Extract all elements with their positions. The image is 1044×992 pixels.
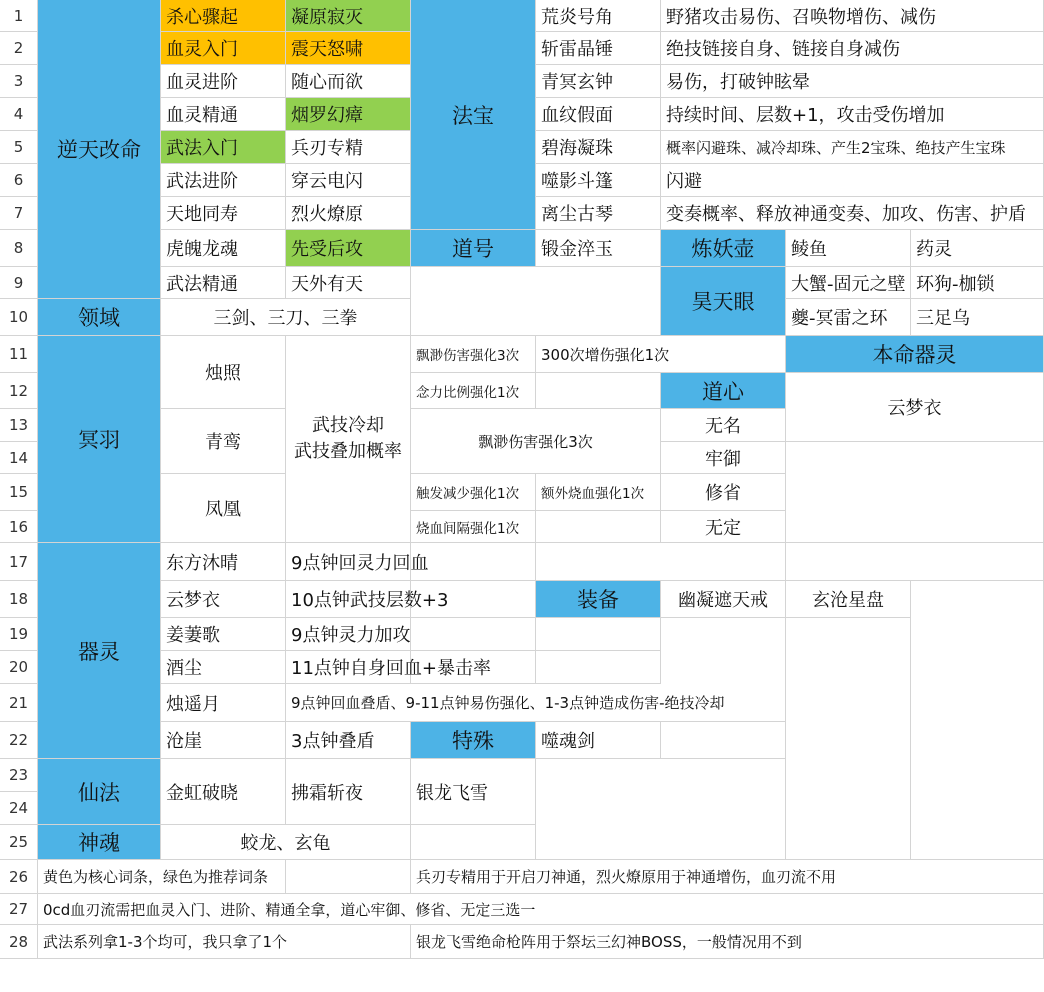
tianming-entry[interactable]: 虎魄龙魂: [161, 230, 286, 267]
section-shenhun-title[interactable]: 神魂: [38, 825, 161, 860]
lianyao-item[interactable]: 鲮鱼: [786, 230, 911, 267]
note-cell[interactable]: 黄色为核心词条，绿色为推荐词条: [38, 860, 286, 894]
empty-cell[interactable]: [536, 759, 786, 860]
qianghua-cell[interactable]: 飘渺伤害强化3次: [411, 409, 661, 474]
empty-cell[interactable]: [911, 581, 1044, 860]
xianfa-item[interactable]: 拂霜斩夜: [286, 759, 411, 825]
tianming-entry[interactable]: 随心而欲: [286, 65, 411, 98]
qiling-effect[interactable]: 9点钟回灵力回血: [286, 543, 411, 581]
fabao-effect[interactable]: 易伤，打破钟眩晕: [661, 65, 1044, 98]
fabao-effect[interactable]: 变奏概率、释放神通变奏、加攻、伤害、护盾: [661, 197, 1044, 230]
mingyu-bird[interactable]: 青鸾: [161, 409, 286, 474]
row-number[interactable]: 28: [0, 925, 38, 959]
row-number[interactable]: 7: [0, 197, 38, 230]
section-benming-title[interactable]: 本命器灵: [786, 336, 1044, 373]
section-teshu-title[interactable]: 特殊: [411, 722, 536, 759]
row-number[interactable]: 27: [0, 894, 38, 925]
row-number[interactable]: 19: [0, 618, 38, 651]
empty-cell[interactable]: [411, 618, 536, 651]
section-haotian-title[interactable]: 昊天眼: [661, 267, 786, 336]
empty-cell[interactable]: [286, 860, 411, 894]
haotian-item[interactable]: 三足乌: [911, 299, 1044, 336]
empty-cell[interactable]: [786, 442, 1044, 543]
mingyu-effect-line: 武技叠加概率: [294, 441, 402, 462]
qiling-name[interactable]: 沧崖: [161, 722, 286, 759]
row-number[interactable]: 22: [0, 722, 38, 759]
row-number[interactable]: 24: [0, 792, 38, 825]
empty-cell[interactable]: [786, 543, 1044, 581]
section-lingyu-title[interactable]: 领域: [38, 299, 161, 336]
tianming-entry[interactable]: 血灵入门: [161, 32, 286, 65]
qianghua-cell[interactable]: 300次增伤强化1次: [536, 336, 786, 373]
tianming-entry[interactable]: 烈火燎原: [286, 197, 411, 230]
empty-cell[interactable]: [536, 651, 661, 684]
empty-cell[interactable]: [411, 267, 661, 336]
fabao-name[interactable]: 荒炎号角: [536, 0, 661, 32]
empty-cell[interactable]: [786, 618, 911, 860]
tianming-entry[interactable]: 天地同寿: [161, 197, 286, 230]
fabao-name[interactable]: 噬影斗篷: [536, 164, 661, 197]
mingyu-effect-line: 武技冷却: [312, 415, 384, 436]
tianming-entry[interactable]: 烟罗幻瘴: [286, 98, 411, 131]
daoxin-item[interactable]: 牢御: [661, 442, 786, 474]
empty-cell[interactable]: [411, 825, 536, 860]
row-number[interactable]: 11: [0, 336, 38, 373]
section-mingyu-title[interactable]: 冥羽: [38, 336, 161, 543]
tianming-entry[interactable]: 凝原寂灭: [286, 0, 411, 32]
qiling-name[interactable]: 姜萋歌: [161, 618, 286, 651]
xianfa-item[interactable]: 银龙飞雪: [411, 759, 536, 825]
row-number[interactable]: 5: [0, 131, 38, 164]
shenhun-value[interactable]: 蛟龙、玄龟: [161, 825, 411, 860]
row-number[interactable]: 20: [0, 651, 38, 684]
qianghua-cell[interactable]: 念力比例强化1次: [411, 373, 536, 409]
row-number[interactable]: 2: [0, 32, 38, 65]
tianming-entry[interactable]: 穿云电闪: [286, 164, 411, 197]
section-fabao-title[interactable]: 法宝: [411, 0, 536, 230]
qiling-name[interactable]: 云梦衣: [161, 581, 286, 618]
daoxin-item[interactable]: 修省: [661, 474, 786, 511]
mingyu-bird[interactable]: 烛照: [161, 336, 286, 409]
fabao-name[interactable]: 离尘古琴: [536, 197, 661, 230]
empty-cell[interactable]: [411, 543, 536, 581]
empty-cell[interactable]: [536, 373, 661, 409]
qiling-name[interactable]: 酒尘: [161, 651, 286, 684]
row-number[interactable]: 23: [0, 759, 38, 792]
note-cell[interactable]: 0cd血刃流需把血灵入门、进阶、精通全拿，道心牢御、修省、无定三选一: [38, 894, 1044, 925]
fabao-effect[interactable]: 野猪攻击易伤、召唤物增伤、减伤: [661, 0, 1044, 32]
daoxin-item[interactable]: 无定: [661, 511, 786, 543]
tianming-entry[interactable]: 震天怒啸: [286, 32, 411, 65]
row-number[interactable]: 12: [0, 373, 38, 409]
lianyao-item[interactable]: 药灵: [911, 230, 1044, 267]
section-daohao-title[interactable]: 道号: [411, 230, 536, 267]
note-cell[interactable]: 兵刃专精用于开启刀神通，烈火燎原用于神通增伤，血刃流不用: [411, 860, 1044, 894]
daohao-value[interactable]: 锻金淬玉: [536, 230, 661, 267]
fabao-name[interactable]: 青冥玄钟: [536, 65, 661, 98]
lingyu-value[interactable]: 三剑、三刀、三拳: [161, 299, 411, 336]
fabao-name[interactable]: 斩雷晶锤: [536, 32, 661, 65]
haotian-item[interactable]: 夔-冥雷之环: [786, 299, 911, 336]
xianfa-item[interactable]: 金虹破晓: [161, 759, 286, 825]
row-number[interactable]: 10: [0, 299, 38, 336]
fabao-name[interactable]: 碧海凝珠: [536, 131, 661, 164]
haotian-item[interactable]: 环狗-枷锁: [911, 267, 1044, 299]
row-number[interactable]: 18: [0, 581, 38, 618]
empty-cell[interactable]: [411, 581, 536, 618]
qianghua-cell[interactable]: 额外烧血强化1次: [536, 474, 661, 511]
qiling-effect[interactable]: 9点钟灵力加攻: [286, 618, 411, 651]
section-tianming-title[interactable]: 逆天改命: [38, 0, 161, 299]
qiling-effect[interactable]: 11点钟自身回血+暴击率: [286, 651, 411, 684]
benming-value[interactable]: 云梦衣: [786, 373, 1044, 442]
qiling-effect[interactable]: 3点钟叠盾: [286, 722, 411, 759]
qianghua-cell[interactable]: 飘渺伤害强化3次: [411, 336, 536, 373]
teshu-value[interactable]: 噬魂剑: [536, 722, 661, 759]
qiling-name[interactable]: 东方沐晴: [161, 543, 286, 581]
tianming-entry[interactable]: 杀心骤起: [161, 0, 286, 32]
row-number[interactable]: 8: [0, 230, 38, 267]
tianming-entry[interactable]: 血灵进阶: [161, 65, 286, 98]
tianming-entry[interactable]: 先受后攻: [286, 230, 411, 267]
tianming-entry[interactable]: 天外有天: [286, 267, 411, 299]
row-number[interactable]: 17: [0, 543, 38, 581]
section-qiling-title[interactable]: 器灵: [38, 543, 161, 759]
row-number[interactable]: 25: [0, 825, 38, 860]
mingyu-bird[interactable]: 凤凰: [161, 474, 286, 543]
row-number[interactable]: 4: [0, 98, 38, 131]
qiling-effect[interactable]: 9点钟回血叠盾、9-11点钟易伤强化、1-3点钟造成伤害-绝技冷却: [286, 684, 786, 722]
empty-cell[interactable]: [661, 618, 786, 759]
zhuangbei-item[interactable]: 玄沧星盘: [786, 581, 911, 618]
row-number[interactable]: 6: [0, 164, 38, 197]
row-number[interactable]: 21: [0, 684, 38, 722]
empty-cell[interactable]: [536, 511, 661, 543]
qianghua-cell[interactable]: 烧血间隔强化1次: [411, 511, 536, 543]
daoxin-item[interactable]: 无名: [661, 409, 786, 442]
row-number[interactable]: 1: [0, 0, 38, 32]
fabao-effect[interactable]: 闪避: [661, 164, 1044, 197]
note-cell[interactable]: 银龙飞雪绝命枪阵用于祭坛三幻神BOSS，一般情况用不到: [411, 925, 1044, 959]
tianming-entry[interactable]: 武法精通: [161, 267, 286, 299]
fabao-effect[interactable]: 绝技链接自身、链接自身减伤: [661, 32, 1044, 65]
empty-cell[interactable]: [536, 618, 661, 651]
row-number[interactable]: 9: [0, 267, 38, 299]
tianming-entry[interactable]: 兵刃专精: [286, 131, 411, 164]
section-daoxin-title[interactable]: 道心: [661, 373, 786, 409]
row-number[interactable]: 16: [0, 511, 38, 543]
tianming-entry[interactable]: 武法入门: [161, 131, 286, 164]
row-number[interactable]: 3: [0, 65, 38, 98]
qiling-name[interactable]: 烛遥月: [161, 684, 286, 722]
fabao-effect[interactable]: 持续时间、层数+1，攻击受伤增加: [661, 98, 1044, 131]
tianming-entry[interactable]: 武法进阶: [161, 164, 286, 197]
qiling-effect[interactable]: 10点钟武技层数+3: [286, 581, 411, 618]
fabao-name[interactable]: 血纹假面: [536, 98, 661, 131]
row-number[interactable]: 14: [0, 442, 38, 474]
row-number[interactable]: 13: [0, 409, 38, 442]
section-zhuangbei-title[interactable]: 装备: [536, 581, 661, 618]
row-number[interactable]: 15: [0, 474, 38, 511]
qianghua-cell[interactable]: 触发减少强化1次: [411, 474, 536, 511]
fabao-effect[interactable]: 概率闪避珠、减冷却珠、产生2宝珠、绝技产生宝珠: [661, 131, 1044, 164]
zhuangbei-item[interactable]: 幽凝遮天戒: [661, 581, 786, 618]
mingyu-effect[interactable]: [286, 336, 411, 543]
note-cell[interactable]: 武法系列拿1-3个均可，我只拿了1个: [38, 925, 411, 959]
empty-cell[interactable]: [536, 543, 786, 581]
section-lianyao-title[interactable]: 炼妖壶: [661, 230, 786, 267]
haotian-item[interactable]: 大蟹-固元之壁: [786, 267, 911, 299]
empty-cell[interactable]: [411, 651, 536, 684]
section-xianfa-title[interactable]: 仙法: [38, 759, 161, 825]
tianming-entry[interactable]: 血灵精通: [161, 98, 286, 131]
row-number[interactable]: 26: [0, 860, 38, 894]
